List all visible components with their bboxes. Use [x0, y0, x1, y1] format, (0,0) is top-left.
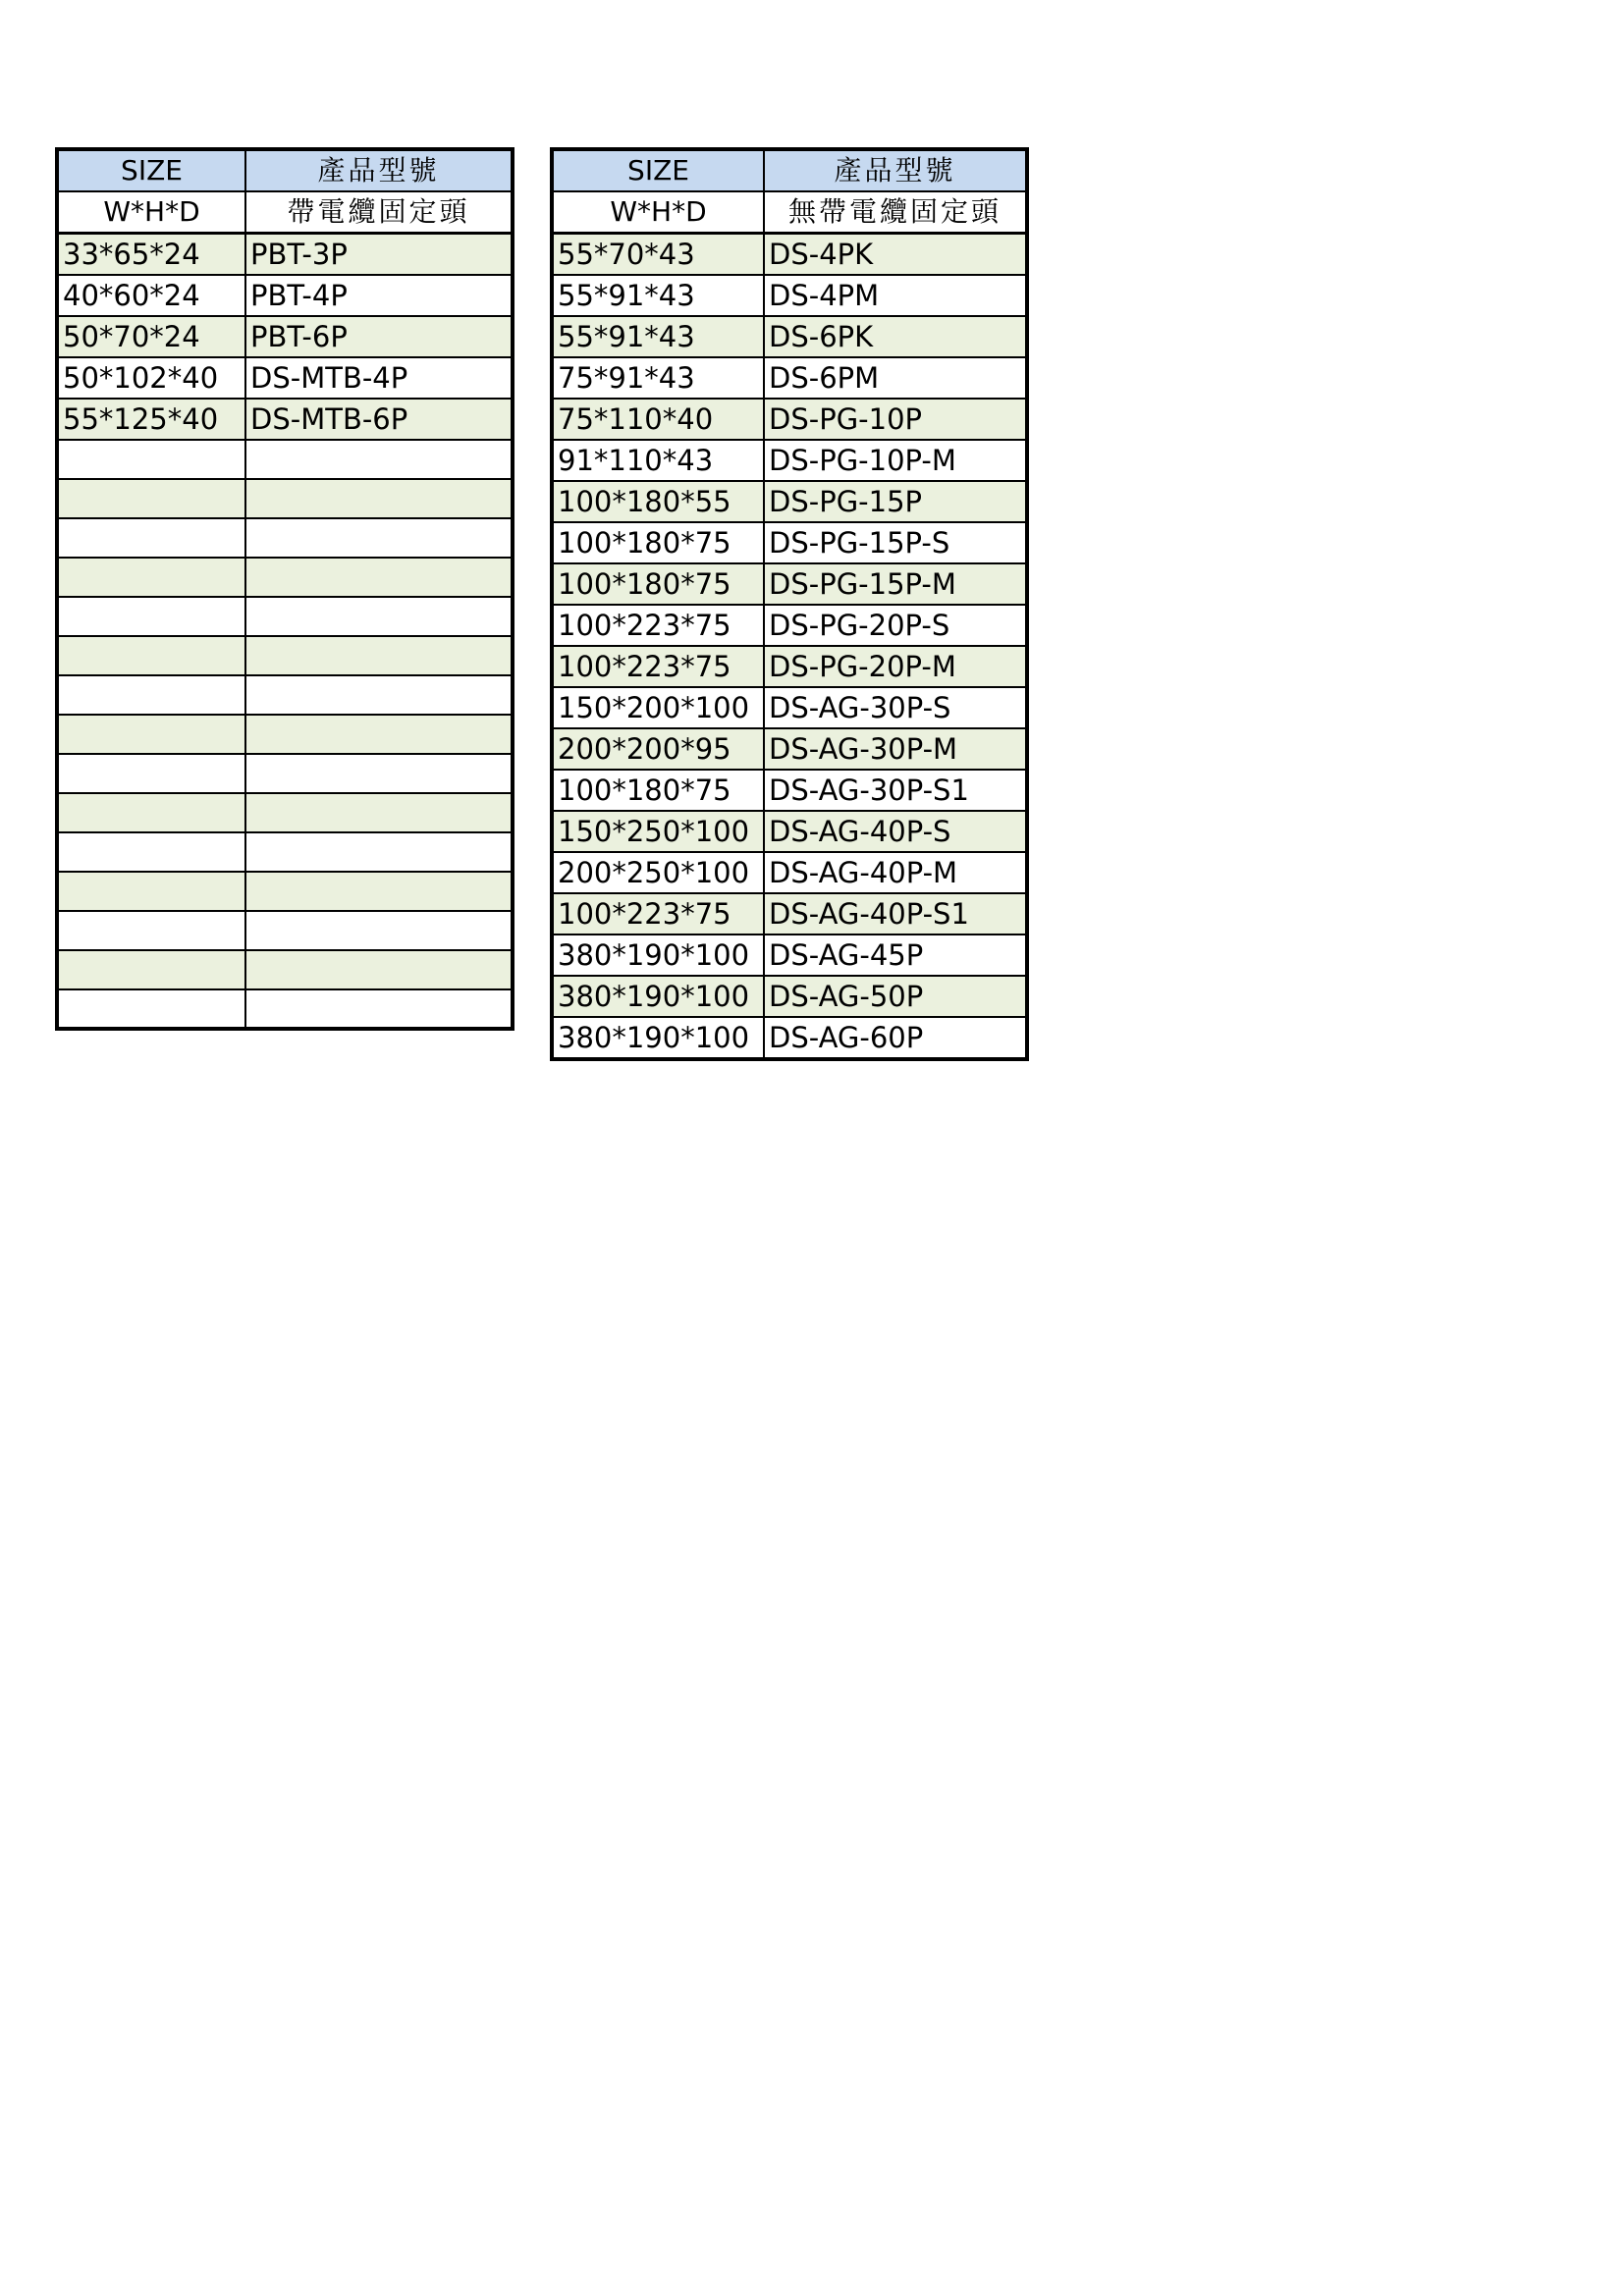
model-cell	[245, 636, 513, 675]
model-cell	[245, 597, 513, 636]
model-cell	[245, 518, 513, 558]
size-cell	[57, 597, 245, 636]
size-cell: 100*180*55	[552, 481, 764, 522]
size-cell: 33*65*24	[57, 234, 245, 276]
model-cell	[245, 440, 513, 479]
table-row	[552, 275, 1027, 316]
size-cell	[57, 518, 245, 558]
size-cell: 55*91*43	[552, 316, 764, 357]
size-cell	[57, 715, 245, 754]
size-cell: 55*91*43	[552, 275, 764, 316]
size-cell: 55*125*40	[57, 399, 245, 440]
model-cell: DS-AG-45P	[764, 934, 1027, 976]
model-cell	[245, 793, 513, 832]
model-cell	[245, 989, 513, 1029]
size-cell: 380*190*100	[552, 934, 764, 976]
model-cell: DS-6PK	[764, 316, 1027, 357]
model-cell	[245, 950, 513, 989]
model-cell: DS-PG-20P-M	[764, 646, 1027, 687]
size-cell: 50*102*40	[57, 357, 245, 399]
table-row	[57, 715, 513, 754]
model-cell: DS-PG-15P-M	[764, 563, 1027, 605]
model-cell: DS-AG-30P-S1	[764, 770, 1027, 811]
header-row	[57, 149, 513, 191]
table-row	[552, 563, 1027, 605]
model-cell: PBT-6P	[245, 316, 513, 357]
model-cell: DS-AG-40P-M	[764, 852, 1027, 893]
table-row	[552, 481, 1027, 522]
model-cell: DS-PG-15P	[764, 481, 1027, 522]
table-body-right	[552, 149, 1027, 1059]
model-cell: DS-AG-50P	[764, 976, 1027, 1017]
size-cell: 75*91*43	[552, 357, 764, 399]
size-cell: 150*200*100	[552, 687, 764, 728]
model-cell: DS-AG-40P-S	[764, 811, 1027, 852]
dimension-subheader: W*H*D	[57, 191, 245, 234]
table-row	[57, 357, 513, 399]
table-row	[57, 950, 513, 989]
size-cell	[57, 832, 245, 872]
header-row	[552, 149, 1027, 191]
table-row	[552, 605, 1027, 646]
table-row	[57, 399, 513, 440]
table-row	[552, 399, 1027, 440]
size-cell: 100*180*75	[552, 563, 764, 605]
size-cell: 100*223*75	[552, 605, 764, 646]
table-row	[57, 597, 513, 636]
model-cell	[245, 754, 513, 793]
model-header: 產品型號	[245, 149, 513, 191]
size-cell	[57, 440, 245, 479]
size-cell: 75*110*40	[552, 399, 764, 440]
table-row	[57, 234, 513, 276]
category-subheader: 帶電纜固定頭	[245, 191, 513, 234]
size-cell	[57, 911, 245, 950]
table-row	[552, 646, 1027, 687]
size-cell	[57, 872, 245, 911]
dimension-subheader: W*H*D	[552, 191, 764, 234]
model-cell	[245, 832, 513, 872]
spec-table-without-cable-gland	[550, 147, 1029, 1061]
size-header: SIZE	[57, 149, 245, 191]
table-row	[57, 675, 513, 715]
subheader-row	[552, 191, 1027, 234]
table-row	[57, 440, 513, 479]
table-body-left	[57, 149, 513, 1029]
table-row	[57, 479, 513, 518]
table-row	[552, 316, 1027, 357]
size-cell: 50*70*24	[57, 316, 245, 357]
size-cell: 200*250*100	[552, 852, 764, 893]
size-cell: 380*190*100	[552, 976, 764, 1017]
model-cell: DS-PG-20P-S	[764, 605, 1027, 646]
table-row	[57, 316, 513, 357]
table-row	[552, 728, 1027, 770]
model-cell: DS-PG-10P	[764, 399, 1027, 440]
size-cell: 100*223*75	[552, 646, 764, 687]
table-row	[57, 754, 513, 793]
model-cell: DS-AG-30P-M	[764, 728, 1027, 770]
model-cell: DS-PG-15P-S	[764, 522, 1027, 563]
table-row	[552, 357, 1027, 399]
table-row	[57, 911, 513, 950]
size-cell	[57, 950, 245, 989]
size-cell: 91*110*43	[552, 440, 764, 481]
model-cell: DS-4PK	[764, 234, 1027, 276]
size-cell: 380*190*100	[552, 1017, 764, 1059]
model-cell: DS-6PM	[764, 357, 1027, 399]
model-cell: DS-PG-10P-M	[764, 440, 1027, 481]
size-cell: 40*60*24	[57, 275, 245, 316]
spec-table-with-cable-gland	[55, 147, 514, 1031]
size-cell	[57, 989, 245, 1029]
table-row	[552, 687, 1027, 728]
table-row	[552, 440, 1027, 481]
model-cell	[245, 872, 513, 911]
size-cell: 100*180*75	[552, 770, 764, 811]
model-cell	[245, 675, 513, 715]
table-row	[552, 1017, 1027, 1059]
table-row	[552, 934, 1027, 976]
table-row	[57, 832, 513, 872]
model-cell	[245, 558, 513, 597]
size-cell: 100*180*75	[552, 522, 764, 563]
category-subheader: 無帶電纜固定頭	[764, 191, 1027, 234]
table-row	[552, 234, 1027, 276]
model-cell: DS-MTB-4P	[245, 357, 513, 399]
model-cell: DS-AG-30P-S	[764, 687, 1027, 728]
model-cell	[245, 911, 513, 950]
table-row	[552, 811, 1027, 852]
model-cell: DS-4PM	[764, 275, 1027, 316]
model-cell: DS-AG-40P-S1	[764, 893, 1027, 934]
size-cell: 100*223*75	[552, 893, 764, 934]
table-row	[57, 872, 513, 911]
model-cell	[245, 715, 513, 754]
table-row	[552, 976, 1027, 1017]
size-cell	[57, 636, 245, 675]
size-cell: 150*250*100	[552, 811, 764, 852]
size-cell	[57, 754, 245, 793]
size-cell	[57, 479, 245, 518]
model-cell: PBT-3P	[245, 234, 513, 276]
model-cell: DS-MTB-6P	[245, 399, 513, 440]
table-row	[57, 558, 513, 597]
size-cell	[57, 793, 245, 832]
model-cell: DS-AG-60P	[764, 1017, 1027, 1059]
table-row	[552, 893, 1027, 934]
table-row	[552, 770, 1027, 811]
size-header: SIZE	[552, 149, 764, 191]
table-row	[57, 989, 513, 1029]
table-row	[57, 636, 513, 675]
table-row	[552, 522, 1027, 563]
table-row	[57, 275, 513, 316]
model-header: 產品型號	[764, 149, 1027, 191]
subheader-row	[57, 191, 513, 234]
table-row	[57, 518, 513, 558]
model-cell: PBT-4P	[245, 275, 513, 316]
size-cell: 200*200*95	[552, 728, 764, 770]
size-cell: 55*70*43	[552, 234, 764, 276]
model-cell	[245, 479, 513, 518]
table-row	[552, 852, 1027, 893]
size-cell	[57, 675, 245, 715]
size-cell	[57, 558, 245, 597]
table-row	[57, 793, 513, 832]
